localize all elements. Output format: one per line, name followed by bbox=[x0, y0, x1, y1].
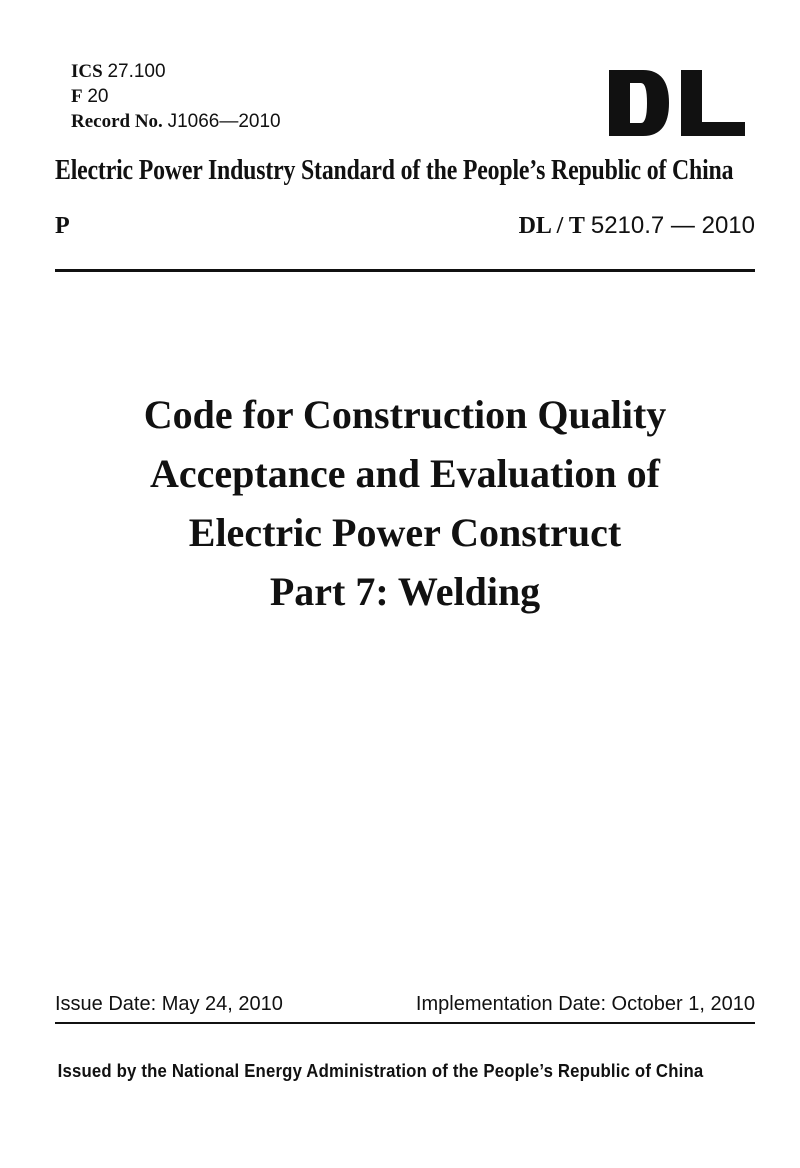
standard-code bbox=[519, 211, 755, 241]
header-divider bbox=[55, 269, 755, 272]
issue-date: Issue Date: May 24, 2010 bbox=[55, 993, 283, 1015]
record-label: Record No. bbox=[71, 111, 163, 132]
document-title-line: Acceptance and Evaluation of bbox=[150, 451, 660, 496]
category-code: P bbox=[55, 213, 70, 239]
classification-label: F bbox=[71, 86, 83, 107]
document-title-line: Part 7: Welding bbox=[269, 569, 541, 614]
dl-logo bbox=[609, 70, 745, 136]
footer-divider bbox=[55, 1022, 755, 1024]
record-value: J1066—2010 bbox=[167, 111, 281, 132]
record-number bbox=[71, 109, 281, 134]
standard-code-number: 5210.7 — 2010 bbox=[590, 212, 755, 239]
ics-label: ICS bbox=[71, 61, 103, 82]
ics-code bbox=[71, 59, 166, 84]
issuing-authority: Issued by the National Energy Administration of the People’s Republic of China bbox=[57, 1061, 704, 1081]
classification-value: 20 bbox=[87, 86, 109, 107]
classification-code bbox=[71, 84, 109, 109]
ics-value: 27.100 bbox=[107, 61, 166, 82]
document-title bbox=[40, 385, 770, 621]
standard-code-prefix: DL / T bbox=[518, 213, 585, 239]
standard-title: Electric Power Industry Standard of the People’s Republic of China bbox=[55, 155, 734, 186]
implementation-date: Implementation Date: October 1, 2010 bbox=[415, 993, 755, 1015]
document-title-line: Electric Power Construct bbox=[188, 510, 622, 555]
document-title-line: Code for Construction Quality bbox=[143, 392, 667, 437]
